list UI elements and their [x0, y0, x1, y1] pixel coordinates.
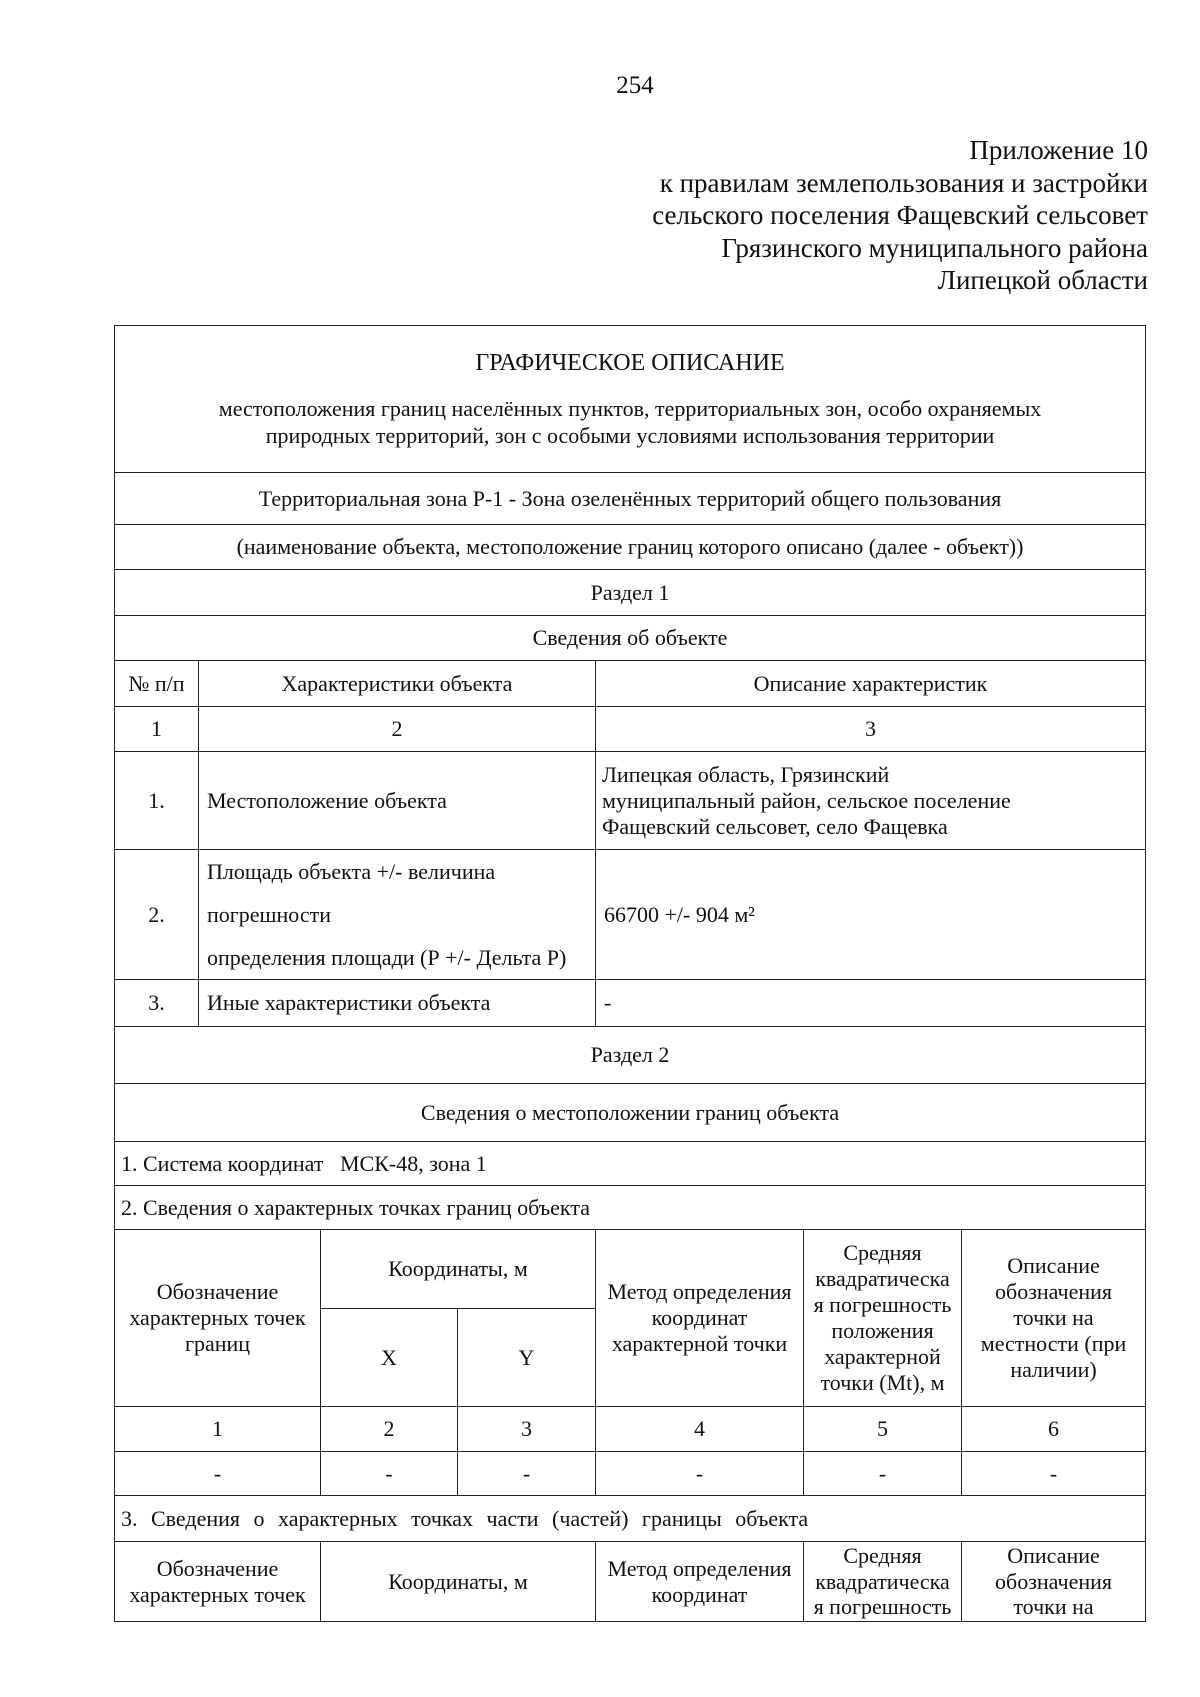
table-row [115, 980, 1146, 1027]
document-subtitle-line: местоположения границ населённых пунктов, территориальных зон, особо охраняемых [218, 396, 1042, 422]
header-line: координат [651, 1581, 748, 1607]
characteristic-line: Площадь объекта +/- величина погрешности [207, 859, 496, 927]
column-header-error [804, 1542, 962, 1622]
parts-heading: 3. Сведения о характерных точках части (частей) границы объекта [115, 1496, 1146, 1542]
column-header-description [962, 1542, 1146, 1622]
section2-title: Раздел 2 [115, 1027, 1146, 1084]
column-number: 3 [458, 1407, 596, 1452]
coordinate-system: 1. Система координат МСК-48, зона 1 [115, 1142, 1146, 1186]
column-header-coordinates: Координаты, м [321, 1230, 596, 1309]
section2-subtitle: Сведения о местоположении границ объекта [115, 1084, 1146, 1142]
column-number: 2 [199, 707, 596, 752]
characteristic-description: - [596, 980, 1146, 1027]
document-subtitle-line: природных территорий, зон с особыми условиями использования территории [265, 423, 995, 449]
column-number: 6 [962, 1407, 1146, 1452]
header-line: характерных точек [129, 1581, 306, 1607]
column-header-error [804, 1230, 962, 1407]
header-line: Описание [1007, 1542, 1100, 1568]
row-number: 1. [115, 752, 199, 850]
characteristic-description: 66700 +/- 904 м² [596, 850, 1146, 980]
section1-subtitle: Сведения об объекте [115, 616, 1146, 661]
header-line: обозначения [995, 1279, 1113, 1305]
table-row [115, 752, 1146, 850]
characteristic-line: определения площади (Р +/- Дельта Р) [207, 945, 567, 970]
column-number: 1 [115, 707, 199, 752]
graphic-description-form [114, 325, 1146, 1622]
header-line: квадратическа [815, 1266, 950, 1292]
appendix-block [652, 134, 1148, 297]
page-number: 254 [616, 72, 654, 99]
header-line: Средняя [843, 1240, 922, 1266]
header-line: обозначения [995, 1568, 1113, 1594]
column-header-designation [115, 1542, 321, 1622]
points-number-row [115, 1407, 1146, 1452]
points-heading: 2. Сведения о характерных точках границ объекта [115, 1186, 1146, 1230]
header-line: я погрешность [813, 1594, 952, 1620]
header-line: я погрешность [813, 1292, 952, 1318]
object-name: Территориальная зона Р-1 - Зона озеленённых территорий общего пользования [115, 473, 1146, 525]
header-line: Средняя [843, 1542, 922, 1568]
appendix-line: Липецкой области [937, 265, 1148, 295]
header-line: характерной [824, 1343, 941, 1369]
table-cell: - [458, 1452, 596, 1496]
table-cell: - [804, 1452, 962, 1496]
header-line: Метод определения [607, 1555, 792, 1581]
description-line: Фащевский сельсовет, село Фащевка [602, 813, 948, 839]
section1-header-row [115, 661, 1146, 707]
table-cell: - [115, 1452, 321, 1496]
header-line: характерных точек [129, 1305, 306, 1331]
section1-title: Раздел 1 [115, 570, 1146, 616]
characteristic: Местоположение объекта [199, 752, 596, 850]
column-number: 4 [596, 1407, 804, 1452]
row-number: 2. [115, 850, 199, 980]
appendix-line: Грязинского муниципального района [721, 232, 1148, 263]
column-header-description [962, 1230, 1146, 1407]
column-header: № п/п [115, 661, 199, 707]
row-number: 3. [115, 980, 199, 1027]
characteristic-description [596, 752, 1146, 850]
description-line: муниципальный район, сельское поселение [602, 787, 1011, 813]
header-line: Метод определения [607, 1279, 792, 1305]
header-line: характерной точки [611, 1330, 788, 1356]
column-header-method [596, 1542, 804, 1622]
column-header-method [596, 1230, 804, 1407]
characteristic: Иные характеристики объекта [199, 980, 596, 1027]
header-line: координат [651, 1305, 748, 1331]
column-number: 3 [596, 707, 1146, 752]
header-line: точки (Mt), м [820, 1369, 945, 1395]
column-number: 1 [115, 1407, 321, 1452]
column-header-coordinates: Координаты, м [321, 1542, 596, 1622]
column-header-x: X [321, 1309, 458, 1407]
column-number: 5 [804, 1407, 962, 1452]
column-header-y: Y [458, 1309, 596, 1407]
appendix-line: к правилам землепользования и застройки [659, 167, 1148, 198]
header-line: Обозначение [156, 1555, 279, 1581]
column-header-designation [115, 1230, 321, 1407]
table-row [115, 850, 1146, 980]
document-title: ГРАФИЧЕСКОЕ ОПИСАНИЕ [475, 349, 785, 376]
column-header: Характеристики объекта [199, 661, 596, 707]
column-number: 2 [321, 1407, 458, 1452]
appendix-line: Приложение 10 [969, 135, 1148, 165]
object-name-caption: (наименование объекта, местоположение границ которого описано (далее - объект)) [115, 525, 1146, 570]
header-line: Обозначение [156, 1279, 279, 1305]
header-line: точки на [1013, 1594, 1094, 1620]
characteristic [199, 850, 596, 980]
points-header-row [115, 1230, 1146, 1309]
document-header [115, 326, 1146, 473]
table-cell: - [321, 1452, 458, 1496]
parts-header-row [115, 1542, 1146, 1622]
header-line: наличии) [1010, 1356, 1097, 1382]
table-cell: - [962, 1452, 1146, 1496]
header-line: квадратическа [815, 1568, 950, 1594]
header-line: точки на [1013, 1305, 1094, 1331]
section1-number-row [115, 707, 1146, 752]
header-line: местности (при [980, 1330, 1127, 1356]
header-line: границ [184, 1330, 251, 1356]
appendix-line: сельского поселения Фащевский сельсовет [652, 200, 1148, 230]
header-line: положения [831, 1318, 934, 1343]
header-line: Описание [1007, 1253, 1100, 1279]
column-header: Описание характеристик [596, 661, 1146, 707]
description-line: Липецкая область, Грязинский [602, 761, 890, 787]
table-row [115, 1452, 1146, 1496]
table-cell: - [596, 1452, 804, 1496]
